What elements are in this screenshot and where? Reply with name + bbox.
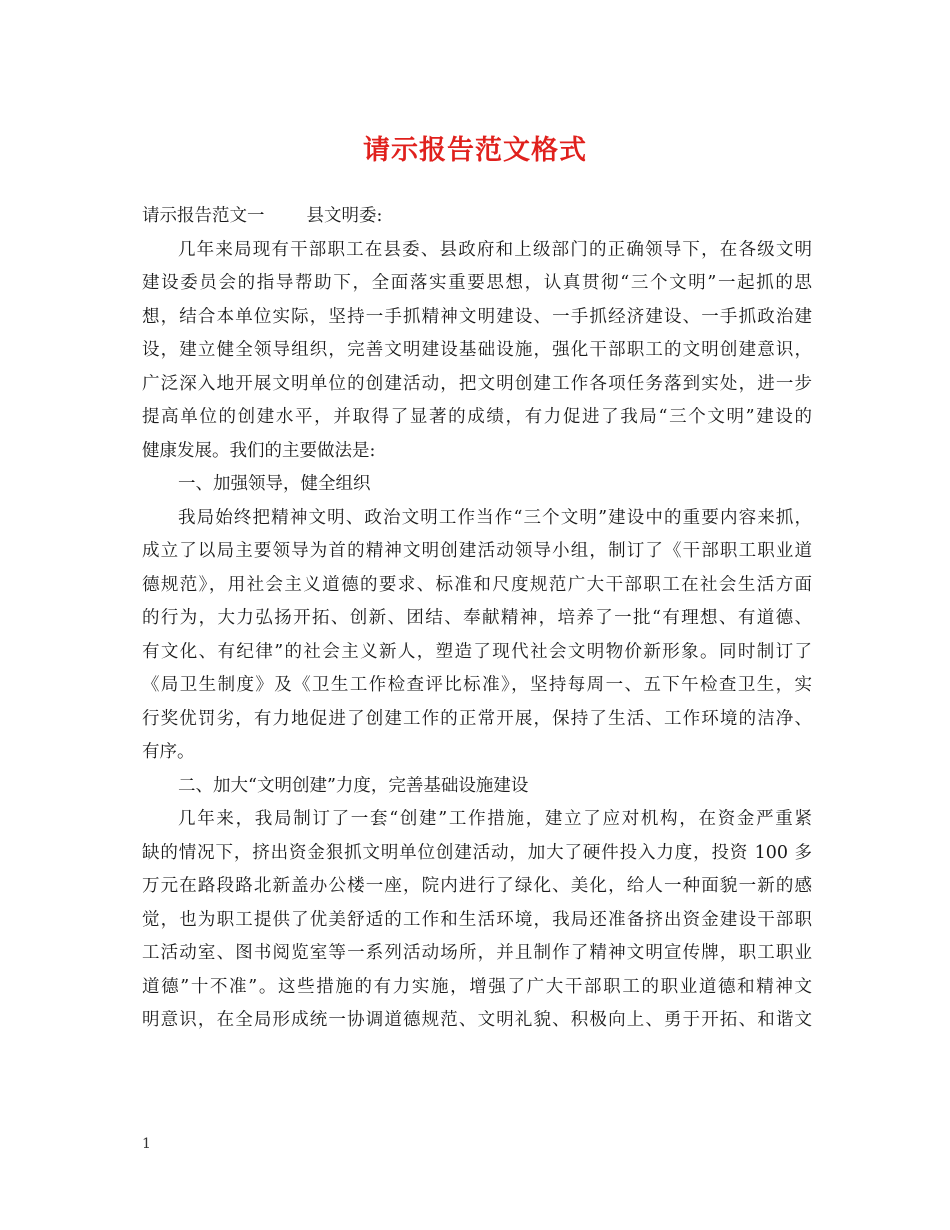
- text-line: 缺的情况下，挤出资金狠抓文明单位创建活动，加大了硬件投入力度，投资 100 多: [142, 842, 812, 863]
- text-line: 广泛深入地开展文明单位的创建活动，把文明创建工作各项任务落到实处，进一步: [142, 373, 812, 394]
- text-line: 成立了以局主要领导为首的精神文明创建活动领导小组，制订了《干部职工职业道: [142, 541, 812, 561]
- text-line: 有序。: [142, 742, 195, 762]
- text-line: 二、加大“文明创建”力度，完善基础设施建设: [178, 775, 529, 796]
- text-line: 几年来，我局制订了一套“创建”工作措施，建立了应对机构，在资金严重紧: [178, 809, 812, 829]
- text-line: 万元在路段路北新盖办公楼一座，院内进行了绿化、美化，给人一种面貌一新的感: [142, 876, 812, 896]
- text-line: 建设委员会的指导帮助下，全面落实重要思想，认真贯彻“三个文明”一起抓的思: [142, 273, 812, 293]
- recipient: 县文明委:: [306, 206, 383, 226]
- salutation-line: [142, 200, 812, 234]
- document-body: [142, 200, 812, 1038]
- text-line: 的行为，大力弘扬开拓、创新、团结、奉献精神，培养了一批“有理想、有道德、: [142, 608, 812, 628]
- page-number: 1: [142, 1136, 151, 1152]
- text-line: 我局始终把精神文明、政治文明工作当作“三个文明”建设中的重要内容来抓，: [178, 507, 812, 528]
- text-line: 几年来局现有干部职工在县委、县政府和上级部门的正确领导下，在各级文明: [178, 239, 812, 260]
- text-line: 《局卫生制度》及《卫生工作检查评比标准》，坚持每周一、五下午检查卫生，实: [142, 675, 812, 695]
- text-line: 一、加强领导，健全组织: [178, 474, 371, 494]
- text-line: 设，建立健全领导组织，完善文明建设基础设施，强化干部职工的文明创建意识，: [142, 340, 812, 360]
- text-line: 健康发展。我们的主要做法是:: [142, 440, 376, 461]
- text-line: 道德”十不准”。这些措施的有力实施，增强了广大干部职工的职业道德和精神文: [142, 976, 812, 997]
- text-line: 提高单位的创建水平，并取得了显著的成绩，有力促进了我局“三个文明”建设的: [142, 407, 812, 427]
- text-line: 德规范》，用社会主义道德的要求、标准和尺度规范广大干部职工在社会生活方面: [142, 574, 812, 595]
- text-line: 觉，也为职工提供了优美舒适的工作和生活环境，我局还准备挤出资金建设干部职: [142, 909, 812, 930]
- section-heading: 请示报告范文一: [142, 206, 265, 226]
- text-line: 有文化、有纪律”的社会主义新人，塑造了现代社会文明物价新形象。同时制订了: [142, 641, 812, 662]
- paragraph-lines: [142, 234, 812, 1038]
- text-line: 明意识，在全局形成统一协调道德规范、文明礼貌、积极向上、勇于开拓、和谐文: [142, 1010, 812, 1030]
- text-line: 行奖优罚劣，有力地促进了创建工作的正常开展，保持了生活、工作环境的洁净、: [142, 708, 812, 729]
- document-title: 请示报告范文格式: [363, 135, 587, 166]
- text-line: 工活动室、图书阅览室等一系列活动场所，并且制作了精神文明宣传牌，职工职业: [142, 943, 812, 963]
- text-line: 想，结合本单位实际，坚持一手抓精神文明建设、一手抓经济建设、一手抓政治建: [142, 306, 812, 327]
